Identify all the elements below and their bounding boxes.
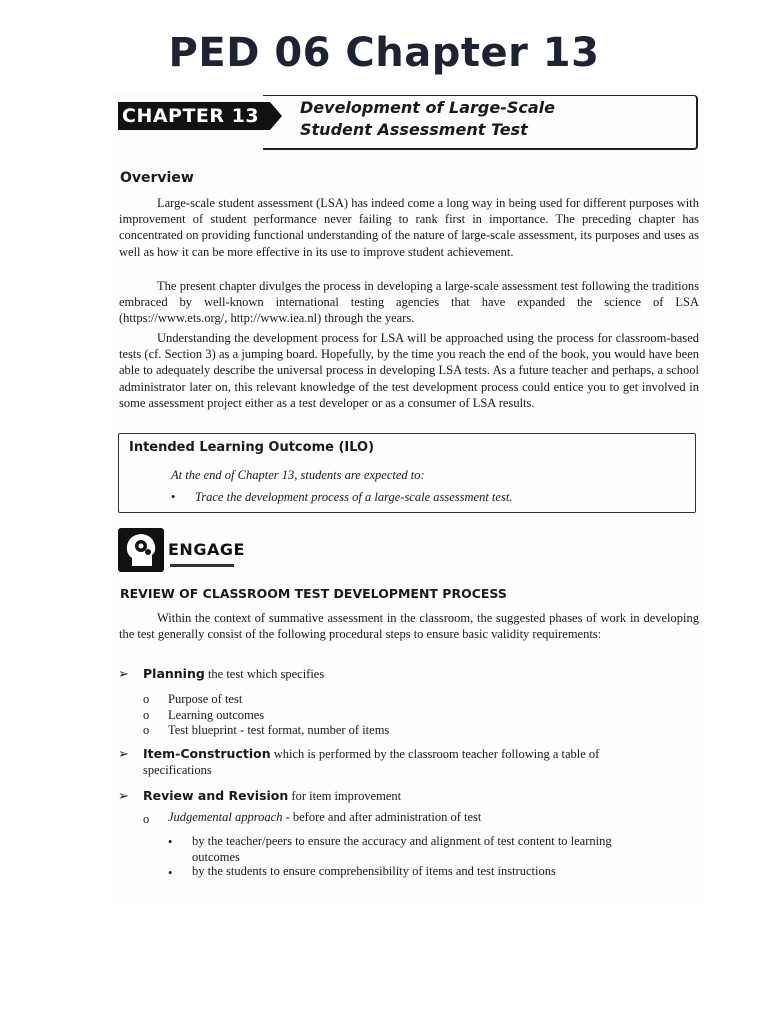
page-title: PED 06 Chapter 13: [168, 30, 600, 76]
judgemental-item: Judgemental approach - before and after administration of test: [168, 810, 482, 824]
sub-bullet-2: by the students to ensure comprehensibility of items and test instructions: [192, 864, 556, 878]
o-bullet-icon: o: [143, 692, 150, 706]
chapter-heading-line1: Development of Large-Scale: [300, 98, 555, 117]
o-bullet-icon: o: [143, 708, 150, 722]
arrow-bullet-icon: ➢: [118, 788, 129, 803]
chapter-heading: [300, 97, 555, 141]
arrow-bullet-icon: ➢: [118, 746, 129, 761]
review-heading: REVIEW OF CLASSROOM TEST DEVELOPMENT PROCESS: [120, 586, 507, 601]
head-gears-icon: [118, 528, 164, 572]
arrow-bullet-icon: ➢: [118, 666, 129, 681]
bullet-icon: •: [168, 835, 173, 849]
chapter-banner: [118, 95, 698, 149]
planning-subitem-1: Purpose of test: [168, 692, 243, 706]
chapter-tag: CHAPTER 13: [118, 102, 270, 130]
overview-paragraph-2: The present chapter divulges the process in developing a large-scale assessment test following the traditions embraced by well-known international testing agencies that have expanded the science of LSA (https://www.ets.org/, http://www.iea.nl) through the years.: [119, 279, 699, 326]
sub-bullet-1-line2: outcomes: [192, 850, 240, 864]
ilo-bullet: [171, 490, 512, 505]
chapter-arrow-icon: [270, 102, 282, 130]
ilo-intro: At the end of Chapter 13, students are expected to:: [171, 468, 425, 482]
ilo-box: [118, 433, 696, 513]
review-revision-item: Review and Revision for item improvement: [143, 788, 402, 803]
engage-banner: [118, 528, 245, 576]
bullet-icon: •: [168, 866, 173, 880]
item-construction-item: Item-Construction which is performed by the classroom teacher following a table of: [143, 746, 600, 761]
overview-paragraph-3: Understanding the development process for LSA will be approached using the process for classroom-based tests (cf. Section 3) as a jumping board. Hopefully, by the time you reach the end of the book, you would have been able to adequately describe the universal process in developing LSA tests. As a future teacher and perhaps, a school administrator later on, this relevant knowledge of the test development process could entice you to get involved in some assessment project either as a test developer or as a consumer of LSA results.: [119, 331, 699, 410]
engage-underline: [170, 564, 234, 567]
bullet-icon: •: [171, 490, 176, 504]
sub-bullet-1: by the teacher/peers to ensure the accuracy and alignment of test content to learning: [192, 834, 612, 848]
chapter-heading-line2: Student Assessment Test: [300, 120, 528, 139]
item-construction-line2: specifications: [143, 763, 212, 777]
overview-paragraph-1: Large-scale student assessment (LSA) has indeed come a long way in being used for different purposes with improvement of student performance never failing to rank first in importance. The preceding chapter has concentrated on providing functional understanding of the nature of large-scale assessment, its purposes and uses as well as how it can be more effective in its use to improve student achievement.: [119, 196, 699, 259]
engage-label: ENGAGE: [168, 540, 245, 559]
o-bullet-icon: o: [143, 812, 150, 826]
planning-subitem-2: Learning outcomes: [168, 708, 265, 722]
ilo-title: Intended Learning Outcome (ILO): [129, 440, 375, 455]
ilo-bullet-text: Trace the development process of a large-scale assessment test.: [195, 490, 513, 504]
planning-subitem-3: Test blueprint - test format, number of items: [168, 723, 390, 737]
o-bullet-icon: o: [143, 723, 150, 737]
overview-heading: Overview: [120, 170, 194, 186]
planning-item: Planning the test which specifies: [143, 666, 325, 681]
review-paragraph: Within the context of summative assessment in the classroom, the suggested phases of work in developing the test generally consist of the following procedural steps to ensure basic validity requirements:: [119, 611, 699, 642]
